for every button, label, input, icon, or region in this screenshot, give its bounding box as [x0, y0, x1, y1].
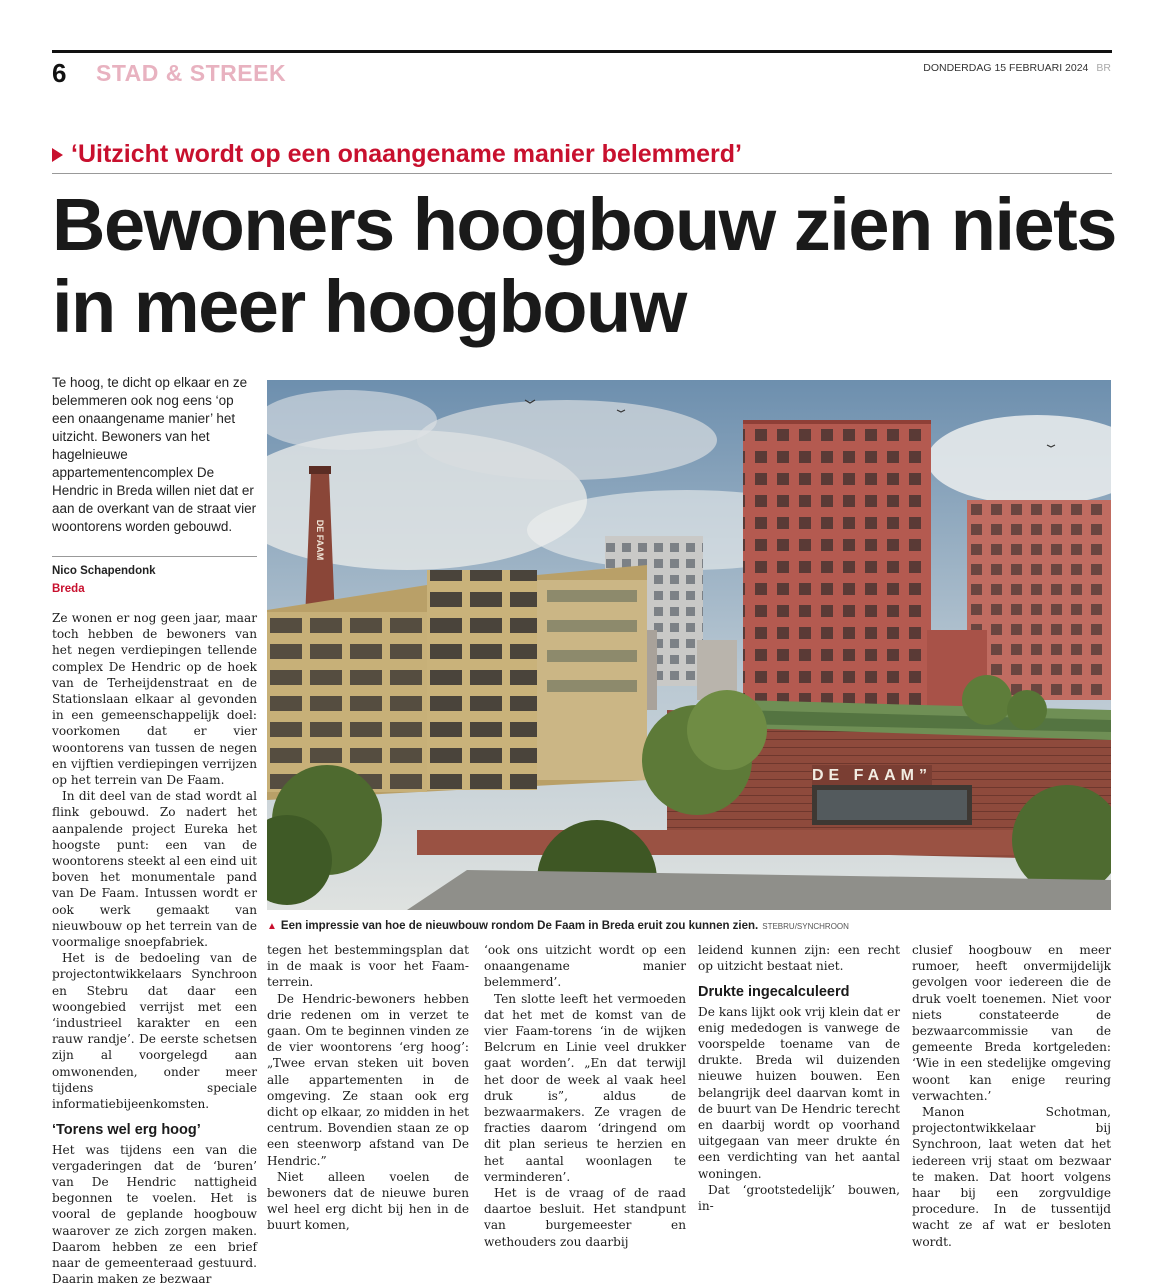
edition-code: BR: [1096, 62, 1111, 74]
kicker-arrow-icon: [52, 148, 63, 162]
article-column-5: [912, 942, 1111, 1250]
paragraph: In dit deel van de stad wordt al flink gebouwd. Zo nadert het aanpalende project Eureka het hoogste punt: een van de woontorens steekt al een eind uit boven het monumentale pand van De Faam. Intussen wordt er ook werk gemaakt van nieuwbouw op het terrein van de voormalige snoepfabriek.: [52, 788, 257, 950]
paragraph: Het is de vraag of de raad daartoe besluit. Het standpunt van burgemeester en wethouders zou daarbij: [484, 1185, 686, 1250]
article-column-3: [484, 942, 686, 1250]
chimney-sign: DE FAAM: [315, 520, 325, 561]
paragraph: Ten slotte leeft het vermoeden dat het met de komst van de vier Faam-torens ‘in de wijken Belcrum en Linie veel drukker gaat worden’. „En dat terwijl het door de week al vaak heel druk is”, aldus de bezwaarmakers. Ze vragen de fracties daarom ‘dringend om dit plan serieus te herzien en het aantal woonlagen te verminderen’.: [484, 991, 686, 1185]
photo-credit: STEBRU/SYNCHROON: [762, 922, 849, 931]
kicker: [52, 140, 742, 169]
intro-rule: [52, 556, 257, 557]
publication-date: DONDERDAG 15 FEBRUARI 2024: [923, 62, 1088, 74]
paragraph: leidend kunnen zijn: een recht op uitzicht bestaat niet.: [698, 942, 900, 974]
headline: Bewoners hoogbouw zien niets in meer hoogbouw: [52, 184, 1132, 348]
kicker-text: ‘Uitzicht wordt op een onaangename manier belemmerd’: [71, 140, 742, 168]
paragraph: Manon Schotman, projectontwikkelaar bij Synchroon, laat weten dat het iedereen vrij staat om bezwaar te maken. Dat hoort volgens haar bij een zorgvuldige procedure. In de tussentijd wacht ze af wat er besloten wordt.: [912, 1104, 1111, 1250]
paragraph: clusief hoogbouw en meer rumoer, heeft onvermijdelijk gevolgen voor iedereen die de druk voelt toenemen. Niet voor niets constateerde de bezwaarcommissie van de gemeente Breda kortgeleden: ‘Wie in een stedelijke omgeving woont kan enige reuring verwachten.’: [912, 942, 1111, 1104]
article-column-2: [267, 942, 469, 1234]
paragraph: Ze wonen er nog geen jaar, maar toch hebben de bewoners van het negen verdiepingen tellende complex De Hendric op de hoek van de Terheijdenstraat en de Stationslaan elkaar al gevonden in een gemeenschappelijk doel: voorkomen dat er vier woontorens van tussen de negen en vijftien verdiepingen verrijzen op het terrein van De Faam.: [52, 610, 257, 788]
article-photo: [267, 380, 1111, 910]
building-sign: DE FAAM”: [812, 767, 932, 784]
paragraph: De kans lijkt ook vrij klein dat er enig mededogen is vanwege de voorspelde toename van de drukte. Breda wil duizenden nieuwe huizen bouwen. Een belangrijk deel daarvan komt in de buurt van De Hendric terecht en daarbij wordt op voorhand uitgegaan van meer drukte én een verdichting van het aantal woningen.: [698, 1004, 900, 1182]
section-title: STAD & STREEK: [96, 60, 286, 87]
architectural-rendering: [267, 380, 1111, 910]
subheading: Drukte ingecalculeerd: [698, 984, 900, 1000]
caption-arrow-icon: ▲: [267, 921, 277, 932]
paragraph: tegen het bestemmingsplan dat in de maak is voor het Faam-terrein.: [267, 942, 469, 991]
intro-text: Te hoog, te dicht op elkaar en ze belemmeren ook nog eens ‘op een onaangename manier’ het uitzicht. Bewoners van het hagelnieuwe appartementencomplex De Hendric in Breda willen niet dat er aan de overkant van de straat vier woontorens worden gebouwd.: [52, 374, 257, 536]
page-number: 6: [52, 58, 66, 89]
paragraph: ‘ook ons uitzicht wordt op een onaangename manier belemmerd’.: [484, 942, 686, 991]
subheading: ‘Torens wel erg hoog’: [52, 1122, 257, 1138]
caption-text: Een impressie van hoe de nieuwbouw rondom De Faam in Breda eruit zou kunnen zien.: [281, 920, 758, 932]
paragraph: Dat ‘grootstedelijk’ bouwen, in-: [698, 1182, 900, 1214]
photo-caption: [267, 920, 1111, 932]
paragraph: Niet alleen voelen de bewoners dat de nieuwe buren wel heel erg dicht bij hen in de buurt komen,: [267, 1169, 469, 1234]
paragraph: De Hendric-bewoners hebben drie redenen om in verzet te gaan. Om te beginnen vinden ze de vier woontorens ‘erg hoog’: „Twee ervan steken uit boven alle appartementen in de omgeving. Ze staan ook erg dicht op elkaar, zo midden in het centrum. Bovendien staan ze op een steenworp afstand van De Hendric.”: [267, 991, 469, 1169]
dateline: [923, 62, 1111, 74]
top-rule: [52, 50, 1112, 53]
article-column-4: [698, 942, 900, 1214]
paragraph: Het is de bedoeling van de projectontwikkelaars Synchroon en Stebru dat daar een woongebied verrijst met een ‘industrieel karakter en een rauw randje’. De eerste schetsen zijn al voorgelegd aan omwonenden, onder meer tijdens speciale informatiebijeenkomsten.: [52, 950, 257, 1112]
article-column-1: [52, 610, 257, 1287]
kicker-rule: [52, 173, 1112, 174]
author-byline: Nico Schapendonk: [52, 565, 156, 577]
dateline-city: Breda: [52, 583, 85, 595]
paragraph: Het was tijdens een van die vergaderingen dat de ‘buren’ van De Hendric nattigheid begonnen te voelen. Het is vooral de geplande hoogbouw waarover ze zich zorgen maken. Daarom hebben ze een brief naar de gemeenteraad gestuurd. Daarin maken ze bezwaar: [52, 1142, 257, 1287]
